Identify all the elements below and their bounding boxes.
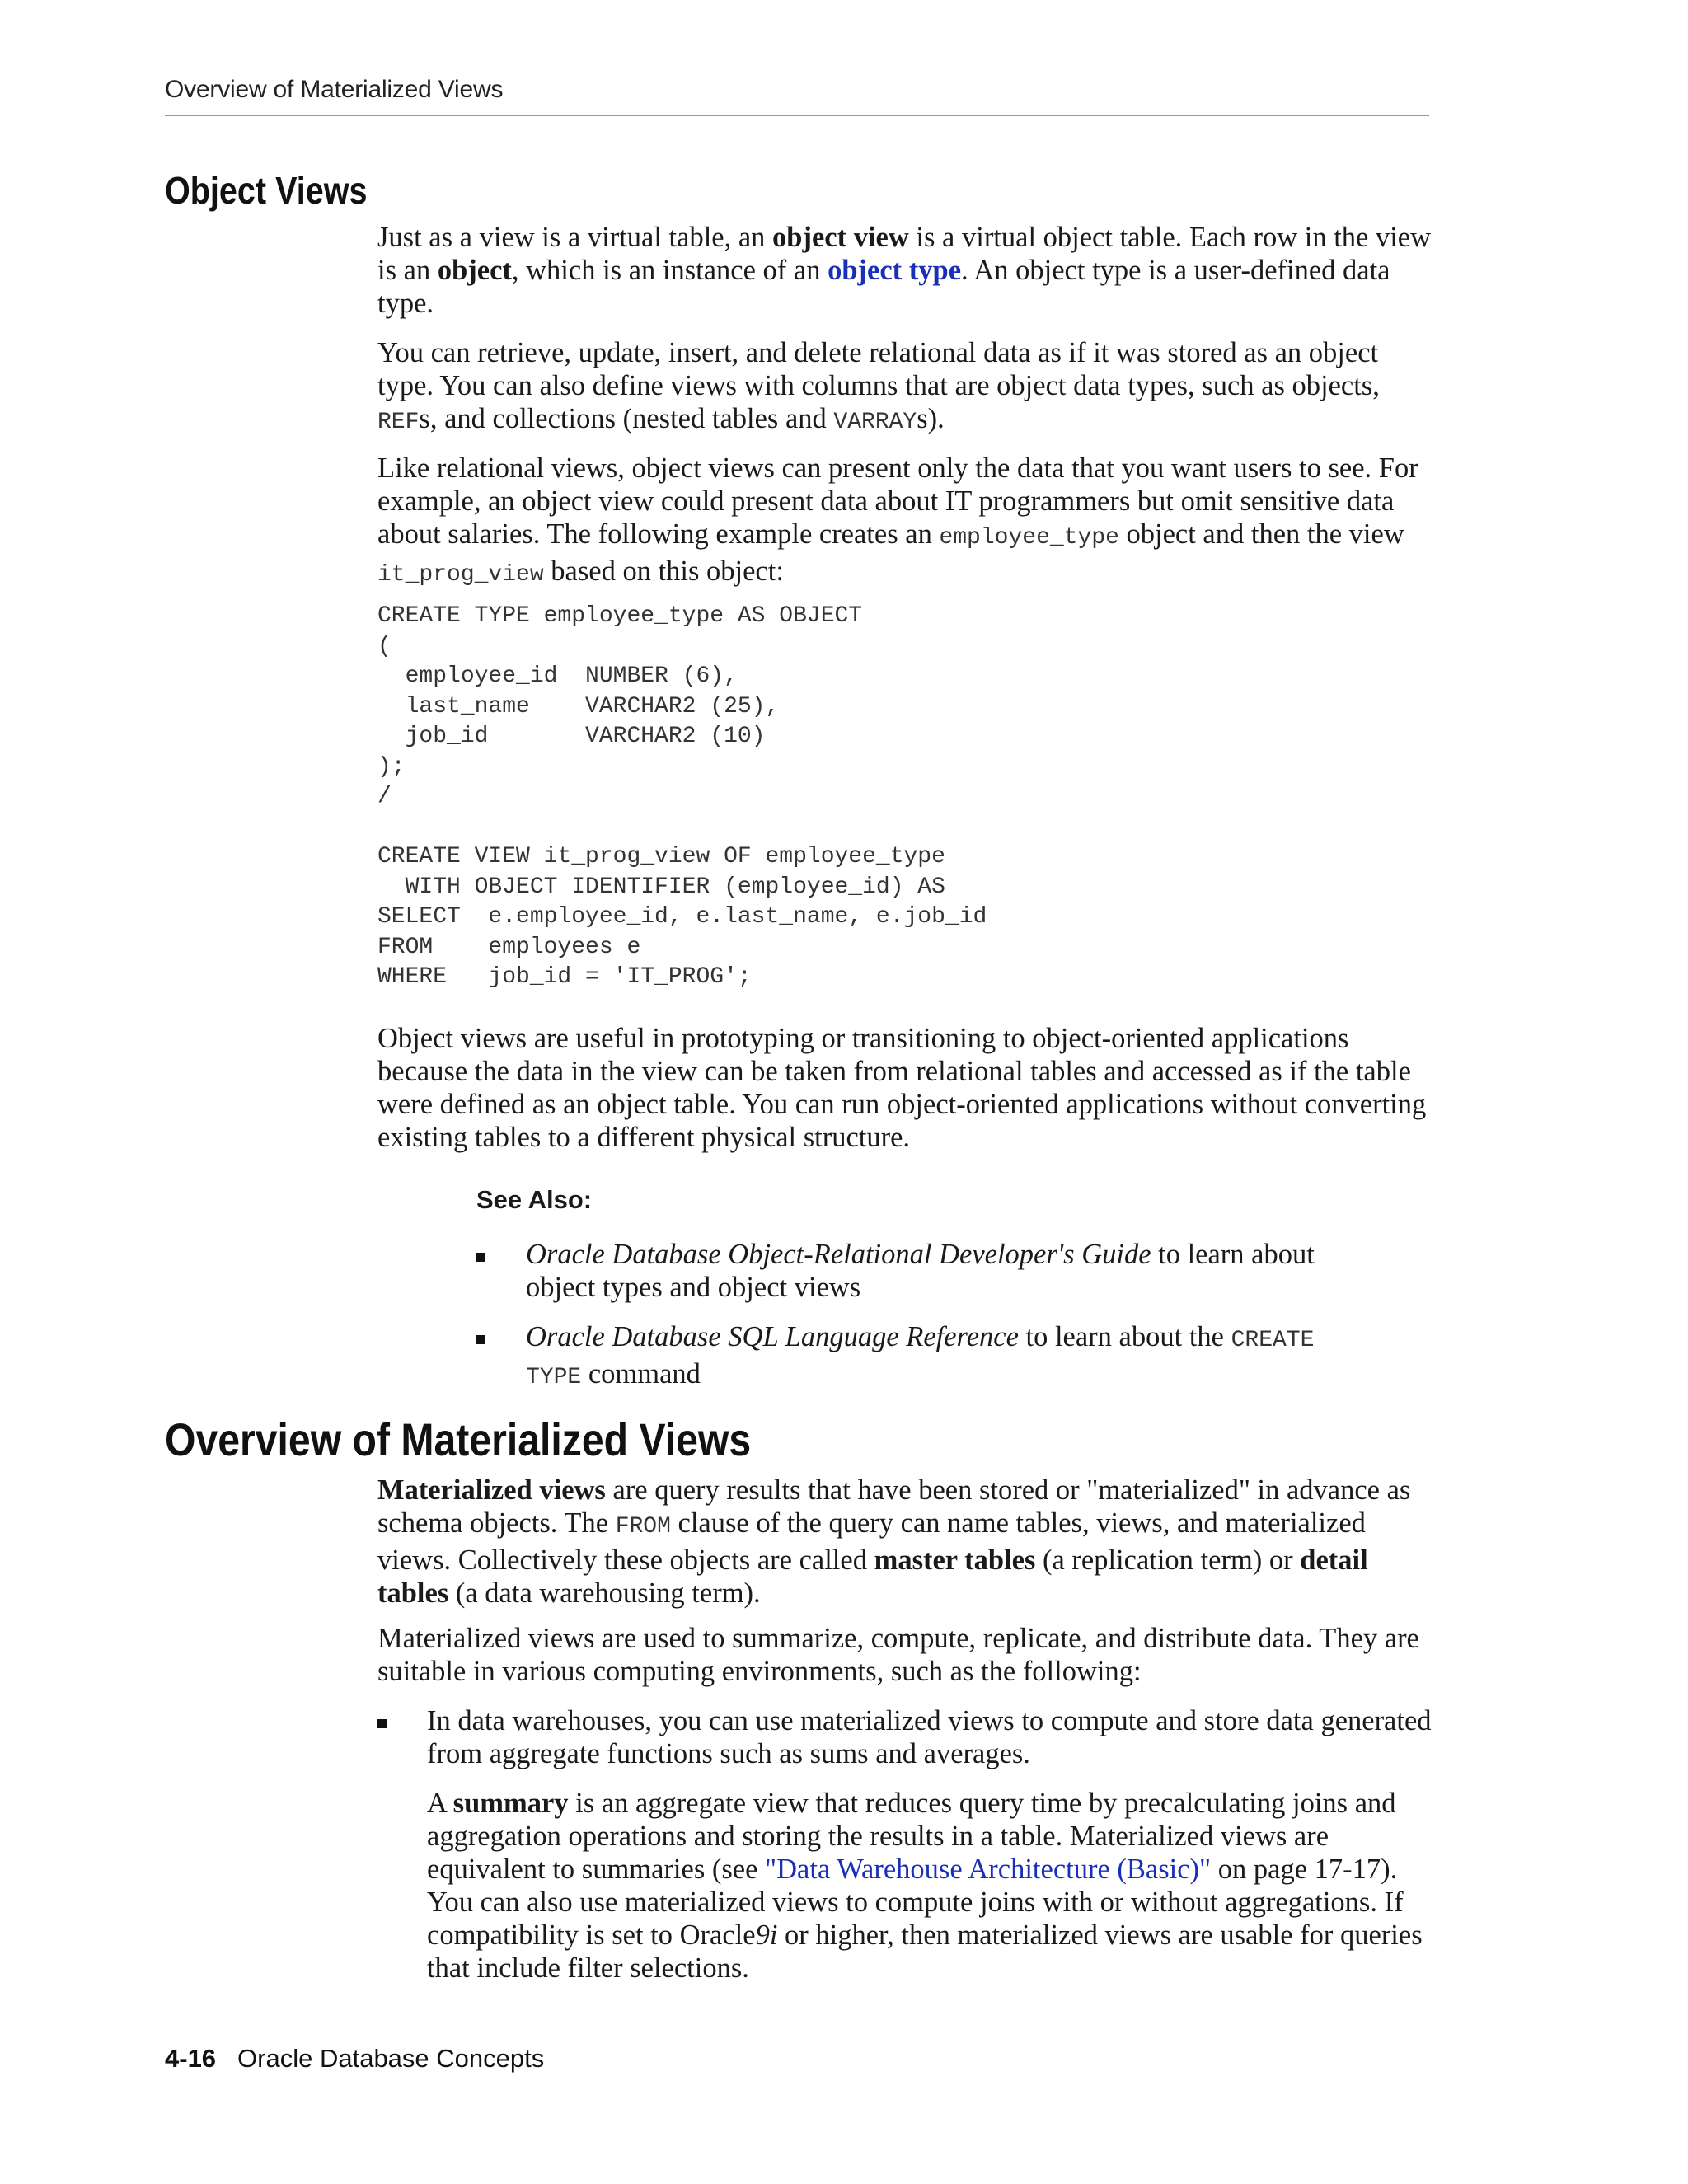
text-italic: 9i bbox=[755, 1919, 778, 1951]
text: on page 17-17). You can also use materialized views to compute joins with or without aggregations. If compatibility is set to Oracle bbox=[427, 1854, 1404, 1951]
see-also-title: See Also: bbox=[476, 1185, 593, 1214]
text: Like relational views, object views can present only the data that you want users to see. For example, an object view could present data about IT programmers but omit sensitive data about salaries. The following example creates an bbox=[377, 452, 1418, 550]
see-also-item bbox=[476, 1238, 1383, 1304]
text: Materialized views are used to summarize, compute, replicate, and distribute data. They are suitable in various computing environments, such as the following: bbox=[377, 1623, 1419, 1687]
term-summary: summary bbox=[452, 1788, 569, 1819]
term-object: object bbox=[437, 255, 512, 286]
paragraph-mv-definition bbox=[377, 1474, 1441, 1610]
section-heading-object-views: Object Views bbox=[165, 169, 368, 212]
link-object-type[interactable]: object type bbox=[828, 255, 962, 286]
page-number: 4-16 bbox=[165, 2044, 217, 2073]
header-rule bbox=[165, 115, 1429, 116]
code-ref: REF bbox=[377, 410, 420, 435]
text: based on this object: bbox=[543, 555, 784, 587]
text: object and then the view bbox=[1118, 518, 1404, 550]
text: , which is an instance of an bbox=[511, 255, 828, 286]
paragraph-summary bbox=[427, 1787, 1441, 1985]
link-data-warehouse-architecture[interactable]: "Data Warehouse Architecture (Basic)" bbox=[765, 1854, 1212, 1885]
text: . An object type is a user-defined data type. bbox=[377, 255, 1390, 319]
text: are query results that have been stored or "materialized" in advance as schema objects. The bbox=[377, 1474, 1411, 1539]
text: to learn about the bbox=[1018, 1321, 1231, 1352]
text: Object views are useful in prototyping or transitioning to object-oriented applications because the data in the view can be taken from relational tables and accessed as if the table were defined as an object table. You can run object-oriented applications without converting existing tables to a different physical structure. bbox=[377, 1023, 1427, 1153]
text: to learn about object types and object views bbox=[526, 1239, 1315, 1303]
book-title[interactable]: Oracle Database Object-Relational Developer's Guide bbox=[526, 1239, 1151, 1270]
page-footer bbox=[165, 2044, 544, 2074]
term-detail-tables: detail tables bbox=[377, 1544, 1368, 1609]
code-employee-type: employee_type bbox=[939, 525, 1119, 551]
text: or higher, then materialized views are usable for queries that include filter selections. bbox=[427, 1919, 1423, 1984]
text: command bbox=[581, 1358, 701, 1390]
code-from: FROM bbox=[615, 1514, 671, 1540]
paragraph-object-view-intro bbox=[377, 221, 1441, 320]
book-title[interactable]: Oracle Database SQL Language Reference bbox=[526, 1321, 1019, 1352]
text: s, and collections (nested tables and bbox=[419, 403, 834, 434]
paragraph-object-view-usefulness bbox=[377, 1022, 1441, 1154]
running-header: Overview of Materialized Views bbox=[165, 76, 504, 103]
text: (a replication term) or bbox=[1035, 1544, 1301, 1576]
paragraph-mv-uses bbox=[377, 1622, 1441, 1688]
see-also-item bbox=[476, 1320, 1383, 1394]
term-object-view: object view bbox=[772, 222, 909, 253]
text: is an aggregate view that reduces query time by precalculating joins and aggregation operations and storing the results in a table. Materialized views are equivalent to summaries (see bbox=[427, 1788, 1396, 1885]
code-create-type: CREATE TYPE bbox=[526, 1328, 1315, 1390]
term-master-tables: master tables bbox=[874, 1544, 1036, 1576]
bullet-square-icon bbox=[476, 1253, 485, 1262]
list-item bbox=[377, 1704, 1441, 1770]
text: Just as a view is a virtual table, an bbox=[377, 222, 773, 253]
term-materialized-views: Materialized views bbox=[377, 1474, 606, 1506]
paragraph-object-view-retrieve bbox=[377, 336, 1441, 439]
code-it-prog-view: it_prog_view bbox=[377, 562, 544, 588]
text: s). bbox=[917, 403, 945, 434]
section-heading-materialized-views: Overview of Materialized Views bbox=[165, 1413, 752, 1465]
bullet-square-icon bbox=[476, 1335, 485, 1344]
code-example: CREATE TYPE employee_type AS OBJECT ( employee_id NUMBER (6), last_name VARCHAR2 (25), job_id VARCHAR2 (10) ); / CREATE VIEW it_prog_view OF employee_type WITH OBJECT IDENTIFIER (employee_id) AS SELECT e.employee_id, e.last_name, e.job_id FROM employees e WHERE job_id = 'IT_PROG'; bbox=[377, 603, 987, 990]
see-also-box bbox=[476, 1185, 1383, 1411]
bullet-square-icon bbox=[377, 1719, 387, 1728]
code-varray: VARRAY bbox=[833, 410, 917, 435]
text: is a virtual object table. Each row in the view is an bbox=[377, 222, 1432, 286]
text: In data warehouses, you can use materialized views to compute and store data generated from aggregate functions such as sums and averages. bbox=[427, 1705, 1432, 1769]
text: (a data warehousing term). bbox=[448, 1577, 761, 1609]
paragraph-object-view-example bbox=[377, 452, 1441, 592]
book-title-footer: Oracle Database Concepts bbox=[237, 2044, 545, 2073]
text: clause of the query can name tables, views, and materialized views. Collectively these objects are called bbox=[377, 1507, 1366, 1576]
text: A bbox=[427, 1788, 453, 1819]
text: You can retrieve, update, insert, and delete relational data as if it was stored as an object type. You can also define views with columns that are object data types, such as objects, bbox=[377, 337, 1380, 401]
